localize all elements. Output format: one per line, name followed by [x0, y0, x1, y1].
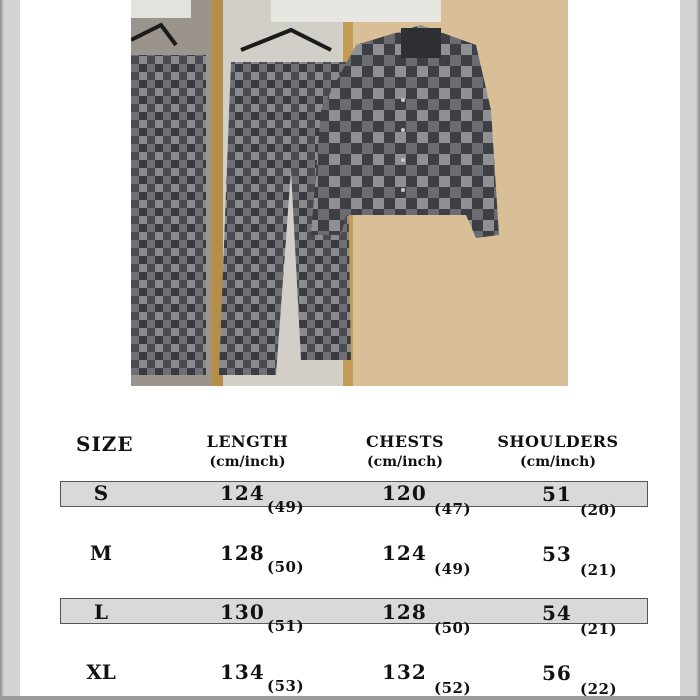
- shoulders-header-unit: (cm/inch): [520, 454, 596, 470]
- size-label: M: [89, 541, 113, 565]
- length-inch: (51): [267, 617, 305, 635]
- chests-header-unit: (cm/inch): [367, 454, 443, 470]
- chest-cm: 128: [382, 600, 427, 624]
- length-header-label: LENGTH: [206, 432, 289, 451]
- shoulder-cm: 51: [542, 482, 572, 506]
- chest-inch: (52): [434, 679, 472, 697]
- chest-inch: (49): [434, 560, 472, 578]
- size-label: S: [93, 481, 109, 505]
- shoulder-cm: 56: [542, 661, 572, 685]
- chests-header: [360, 432, 450, 470]
- length-cm: 128: [220, 541, 265, 565]
- shoulder-cm: 53: [542, 542, 572, 566]
- chest-cm: 132: [382, 660, 427, 684]
- shoulder-inch: (21): [580, 620, 618, 638]
- length-cm: 130: [220, 600, 265, 624]
- size-label: L: [93, 600, 109, 624]
- length-inch: (53): [267, 677, 305, 695]
- shoulders-header-label: SHOULDERS: [497, 432, 619, 451]
- length-inch: (50): [267, 558, 305, 576]
- length-inch: (49): [267, 498, 305, 516]
- shoulder-inch: (21): [580, 561, 618, 579]
- length-cm: 134: [220, 660, 265, 684]
- size-header: SIZE: [76, 432, 134, 456]
- shoulder-cm: 54: [542, 601, 572, 625]
- left-frame-border: [0, 0, 20, 700]
- shoulders-header: [496, 432, 620, 470]
- length-cm: 124: [220, 481, 265, 505]
- chest-cm: 120: [382, 481, 427, 505]
- length-header-unit: (cm/inch): [209, 454, 286, 470]
- shoulder-inch: (20): [580, 501, 618, 519]
- shoulder-inch: (22): [580, 680, 618, 698]
- chests-header-label: CHESTS: [365, 432, 445, 451]
- chest-inch: (50): [434, 619, 472, 637]
- size-label: XL: [86, 660, 116, 684]
- right-frame-border: [680, 0, 700, 700]
- chest-inch: (47): [434, 500, 472, 518]
- product-photo: [131, 0, 568, 386]
- length-header: [200, 432, 295, 470]
- chest-cm: 124: [382, 541, 427, 565]
